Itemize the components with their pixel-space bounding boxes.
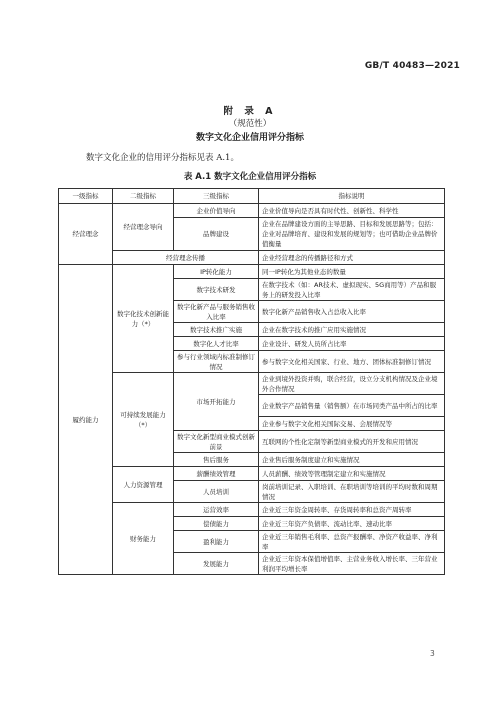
table-caption: 表 A.1 数字文化企业信用评分指标: [183, 172, 317, 182]
description-cell: 企业设计、研发人员所占比率: [259, 337, 445, 351]
annex-heading: 数字文化企业信用评分指标: [195, 133, 304, 143]
table-row: [59, 373, 445, 395]
level3-cell: 数字化人才比率: [174, 337, 259, 351]
description-cell: 企业售后服务制度建立和实施情况: [259, 453, 445, 467]
table-row: [59, 503, 445, 517]
level1-cell: 履约能力: [59, 265, 113, 575]
level3-cell: 市场开拓能力: [174, 373, 259, 431]
level3-cell: 企业价值导向: [174, 204, 259, 218]
level2-cell: 可持续发展能力（*）: [113, 373, 174, 467]
description-cell: 企业在数字技术的推广应用实施情况: [259, 323, 445, 337]
header-level2: 二级指标: [113, 189, 174, 204]
level3-cell: 偿债能力: [174, 517, 259, 531]
description-cell: 人员薪酬、绩效等管理制定建立和实施情况: [259, 467, 445, 481]
table-row: [59, 204, 445, 218]
description-cell: 企业到境外投资并购，联合经营，设立分支机构情况及企业境外合作情况: [259, 373, 445, 395]
table-row: [59, 265, 445, 279]
description-cell: 企业参与数字文化相关国际交易、会展情况等: [259, 417, 445, 431]
table-header-row: [59, 189, 445, 204]
level3-cell: 参与行业领域内标准制修订情况: [174, 351, 259, 373]
credit-score-table: [58, 188, 445, 575]
level2-cell: 财务能力: [113, 503, 174, 575]
level1-cell: 经营理念: [59, 204, 113, 265]
header-description: 指标说明: [259, 189, 445, 204]
level3-cell: 发展能力: [174, 553, 259, 575]
table-row: [59, 251, 445, 265]
description-cell: 企业在品牌建设方面的主导思路、目标和发展思路等；包括：企业对品牌培育、建设和发展的规划等；也可借助企业品牌价值衡量: [259, 218, 445, 251]
description-cell: 参与数字文化相关国家、行业、地方、团体标准制修订情况: [259, 351, 445, 373]
level3-cell: 薪酬绩效管理: [174, 467, 259, 481]
description-cell: 企业价值导向是否具有时代性、创新性、科学性: [259, 204, 445, 218]
level3-cell: 运营效率: [174, 503, 259, 517]
annex-type: （规范性）: [228, 119, 272, 129]
intro-paragraph: 数字文化企业的信用评分指标见表 A.1。: [86, 153, 239, 163]
header-level3: 三级指标: [174, 189, 259, 204]
level3-cell: IP转化能力: [174, 265, 259, 279]
annex-title: 附 录 A: [223, 106, 277, 117]
level3-cell: 数字文化新型商业模式创新前景: [174, 431, 259, 453]
level3-cell: 人员培训: [174, 481, 259, 503]
description-cell: 在数字技术（如：AR技术、虚拟现实、5G商用等）产品和服务上的研发投入比率: [259, 279, 445, 301]
level3-cell: 数字技术推广实施: [174, 323, 259, 337]
description-cell: 企业近三年资本保值增值率、主营业务收入增长率、三年营业利润平均增长率: [259, 553, 445, 575]
level3-cell: 数字技术研发: [174, 279, 259, 301]
level3-cell: 售后服务: [174, 453, 259, 467]
level2-cell: 经营理念导向: [113, 204, 174, 251]
level2-cell: 经营理念传播: [113, 251, 259, 265]
level2-cell: 数字化技术创新能力（*）: [113, 265, 174, 373]
description-cell: 数字化新产品销售收入占总收入比率: [259, 301, 445, 323]
standard-number: GB/T 40483—2021: [364, 61, 460, 71]
description-cell: 企业数字产品销售量（销售额）在市场同类产品中所占的比率: [259, 395, 445, 417]
level3-cell: 品牌建设: [174, 218, 259, 251]
description-cell: 企业近三年资金周转率、存货周转率和总资产周转率: [259, 503, 445, 517]
description-cell: 企业经营理念的传播路径和方式: [259, 251, 445, 265]
page-number: 3: [430, 649, 435, 658]
table-row: [59, 467, 445, 481]
description-cell: 企业近三年销售毛利率、总资产报酬率、净资产收益率、净利率: [259, 531, 445, 553]
description-cell: 岗前培训记录、入职培训、在职培训等培训的平均时数和周期情况: [259, 481, 445, 503]
description-cell: 企业近三年资产负债率、流动比率、速动比率: [259, 517, 445, 531]
description-cell: 互联网的个性化定制等新型商业模式的开发和应用情况: [259, 431, 445, 453]
level3-cell: 盈利能力: [174, 531, 259, 553]
level3-cell: 数字化新产品与服务销售收入比率: [174, 301, 259, 323]
level2-cell: 人力资源管理: [113, 467, 174, 503]
header-level1: 一级指标: [59, 189, 113, 204]
description-cell: 同一IP转化为其他业态的数量: [259, 265, 445, 279]
